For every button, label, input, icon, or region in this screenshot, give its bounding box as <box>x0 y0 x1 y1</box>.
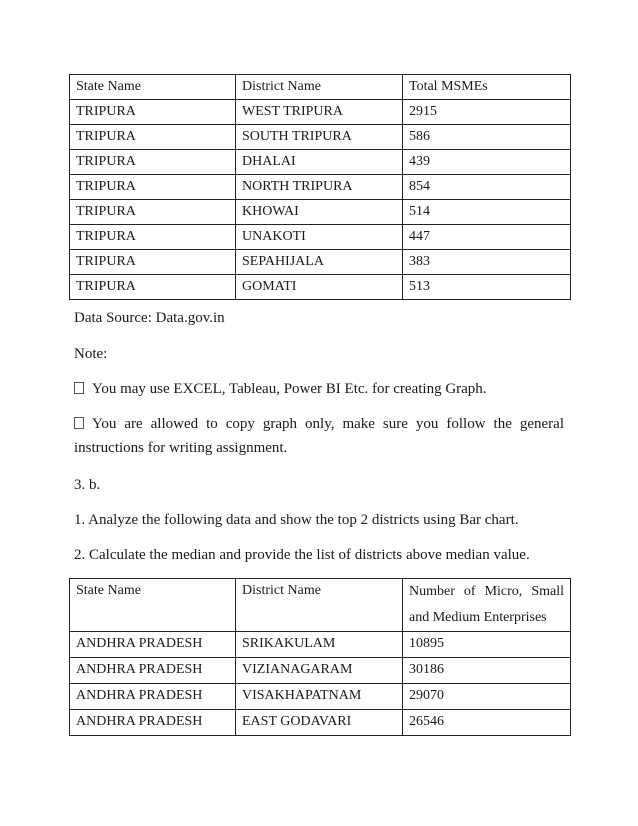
bullet-item <box>74 412 564 460</box>
task-item: 2. Calculate the median and provide the list of districts above median value. <box>74 547 530 563</box>
table-cell: 513 <box>403 275 571 300</box>
table-cell: TRIPURA <box>70 225 236 250</box>
table-cell: ANDHRA PRADESH <box>70 632 236 658</box>
header-cell: Number of Micro, Small and Medium Enterprises <box>403 579 571 632</box>
table-cell: 30186 <box>403 658 571 684</box>
table-row <box>70 200 571 225</box>
table-cell: EAST GODAVARI <box>236 710 403 736</box>
table-cell: SOUTH TRIPURA <box>236 125 403 150</box>
table-row <box>70 150 571 175</box>
table-cell: DHALAI <box>236 150 403 175</box>
table-cell: 2915 <box>403 100 571 125</box>
task-item: 1. Analyze the following data and show the top 2 districts using Bar chart. <box>74 512 519 528</box>
table-row <box>70 125 571 150</box>
table-cell: 447 <box>403 225 571 250</box>
bullet-box-icon <box>74 417 84 429</box>
data-source-text: Data Source: Data.gov.in <box>74 310 225 326</box>
table-cell: WEST TRIPURA <box>236 100 403 125</box>
table-cell: GOMATI <box>236 275 403 300</box>
table-row <box>70 225 571 250</box>
table-row <box>70 275 571 300</box>
table-cell: TRIPURA <box>70 250 236 275</box>
table-cell: KHOWAI <box>236 200 403 225</box>
table-cell: 514 <box>403 200 571 225</box>
table-row <box>70 658 571 684</box>
table-cell: TRIPURA <box>70 200 236 225</box>
table-cell: TRIPURA <box>70 150 236 175</box>
table-row <box>70 250 571 275</box>
table-cell: UNAKOTI <box>236 225 403 250</box>
table-cell: SRIKAKULAM <box>236 632 403 658</box>
table-cell: TRIPURA <box>70 275 236 300</box>
table-cell: NORTH TRIPURA <box>236 175 403 200</box>
table-cell: ANDHRA PRADESH <box>70 684 236 710</box>
table-cell: ANDHRA PRADESH <box>70 710 236 736</box>
table-cell: 26546 <box>403 710 571 736</box>
table-row <box>70 710 571 736</box>
table-cell: TRIPURA <box>70 175 236 200</box>
table-row <box>70 632 571 658</box>
table-cell: TRIPURA <box>70 125 236 150</box>
header-cell: State Name <box>70 75 236 100</box>
table-cell: SEPAHIJALA <box>236 250 403 275</box>
table-cell: 439 <box>403 150 571 175</box>
bullet-text: You are allowed to copy graph only, make sure you follow the general instructions for writing assignment. <box>74 416 564 456</box>
header-cell: District Name <box>236 579 403 632</box>
table-row <box>70 684 571 710</box>
question-number: 3. b. <box>74 477 101 493</box>
table-cell: 854 <box>403 175 571 200</box>
table-cell: ANDHRA PRADESH <box>70 658 236 684</box>
table-cell: 586 <box>403 125 571 150</box>
bullet-text: You may use EXCEL, Tableau, Power BI Etc. for creating Graph. <box>92 381 487 397</box>
andhra-msme-table <box>69 578 571 736</box>
header-cell: District Name <box>236 75 403 100</box>
bullet-item <box>74 380 487 398</box>
table-cell: 383 <box>403 250 571 275</box>
bullet-box-icon <box>74 382 84 394</box>
table-row <box>70 100 571 125</box>
table-cell: 10895 <box>403 632 571 658</box>
header-cell: State Name <box>70 579 236 632</box>
table-cell: VIZIANAGARAM <box>236 658 403 684</box>
table-cell: VISAKHAPATNAM <box>236 684 403 710</box>
header-cell: Total MSMEs <box>403 75 571 100</box>
tripura-msme-table <box>69 74 571 300</box>
table-row <box>70 175 571 200</box>
table-header-row <box>70 579 571 632</box>
table-cell: 29070 <box>403 684 571 710</box>
table-cell: TRIPURA <box>70 100 236 125</box>
note-heading: Note: <box>74 346 108 362</box>
table-header-row <box>70 75 571 100</box>
